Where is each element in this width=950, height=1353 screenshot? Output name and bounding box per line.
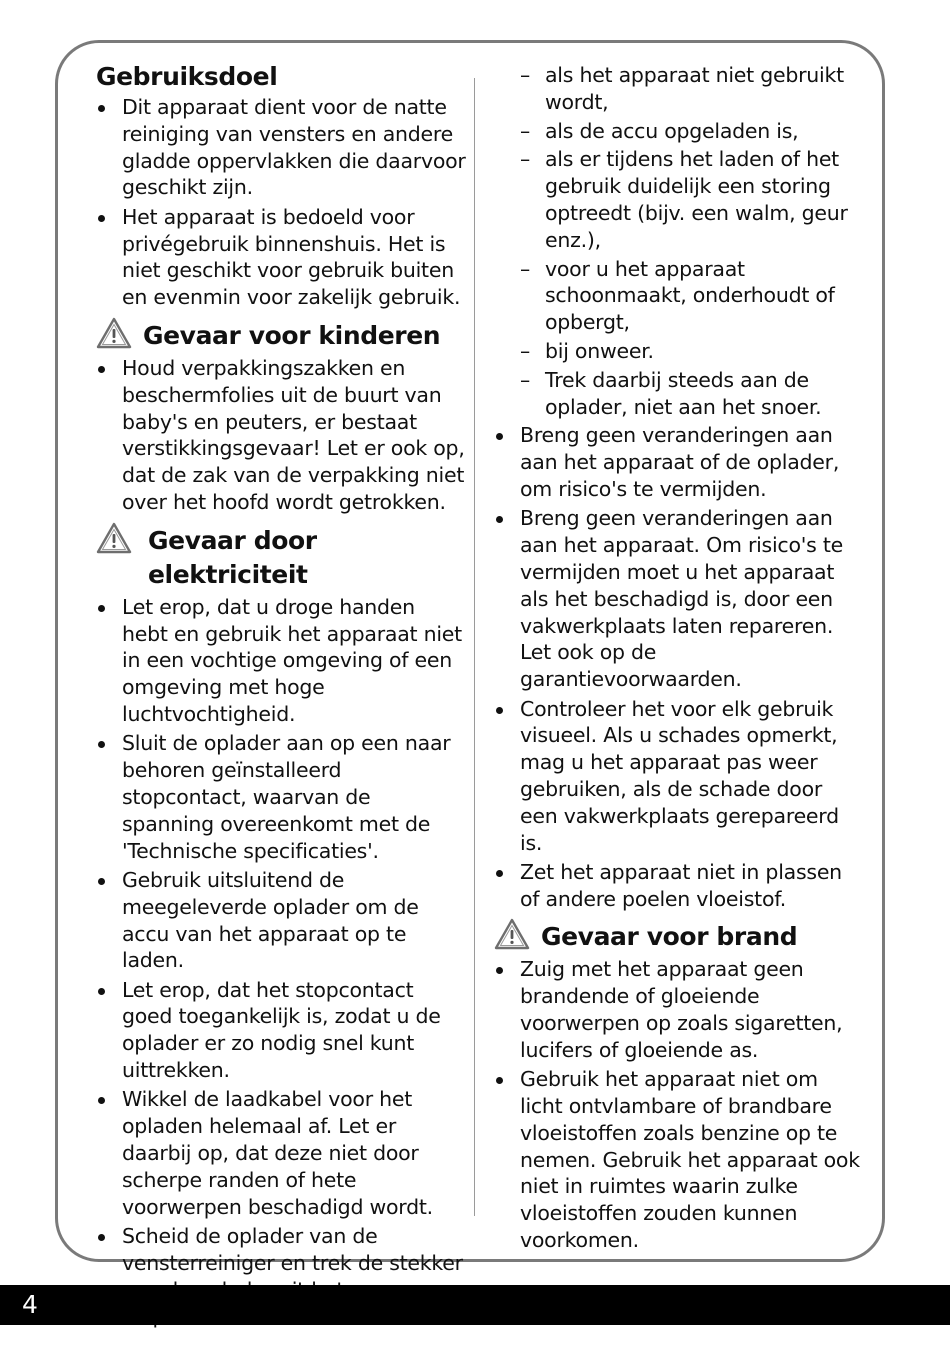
dash-list xyxy=(494,62,860,420)
list-item: Wikkel de laadkabel voor het opladen helemaal af. Let er daarbij op, dat deze niet door scherpe randen of hete voorwerpen beschadigd wordt. xyxy=(96,1086,466,1220)
brand-list xyxy=(494,956,860,1253)
elektriciteit-list xyxy=(96,594,466,1330)
kinderen-list xyxy=(96,355,466,516)
list-item: Controleer het voor elk gebruik visueel. Als u schades opmerkt, mag u het apparaat pas weer gebruiken, als de schade door een vakwerkplaats gerepareerd is. xyxy=(494,696,860,857)
list-item: Scheid de oplader van de vensterreiniger en trek de stekker xyxy=(96,1223,466,1330)
section-title-kinderen: Gevaar voor kinderen xyxy=(143,320,441,350)
left-column xyxy=(96,60,466,1333)
list-item: Sluit de oplader aan op een naar behoren geïnstalleerd stopcontact, waarvan de spanning overeenkomt met de 'Technische specificaties'. xyxy=(96,730,466,864)
warning-triangle-icon xyxy=(96,317,132,349)
column-divider xyxy=(474,78,475,1216)
gebruiksdoel-list xyxy=(96,94,466,311)
list-item: Zet het apparaat niet in plassen of andere poelen vloeistof. xyxy=(494,859,860,913)
list-item: Breng geen veranderingen aan aan het apparaat. Om risico's te vermijden moet u het apparaat als het beschadigd is, door een vakwerkplaats laten repareren. Let ook op de garantievoorwaarden. xyxy=(494,505,860,693)
list-item: Het apparaat is bedoeld voor privégebruik binnenshuis. Het is niet geschikt voor gebruik buiten en evenmin voor zakelijk gebruik. xyxy=(96,204,466,311)
dash-item: – als de accu opgeladen is, xyxy=(520,118,799,143)
section-title-gebruiksdoel: Gebruiksdoel xyxy=(96,62,278,91)
list-item: Let erop, dat het stopcontact goed toegankelijk is, zodat u de oplader er zo nodig snel kunt uittrekken. xyxy=(96,977,466,1084)
section-header-kinderen xyxy=(96,319,466,353)
dash-item: – als het apparaat niet gebruikt wordt, xyxy=(520,63,844,114)
warning-triangle-icon xyxy=(494,918,530,950)
list-item: Zuig met het apparaat geen brandende of gloeiende voorwerpen op zoals sigaretten, lucifers of gloeiende as. xyxy=(494,956,860,1063)
section-title-brand: Gevaar voor brand xyxy=(541,922,798,952)
section-title-elektriciteit: Gevaar door elektriciteit xyxy=(148,525,317,589)
section-header-elektriciteit xyxy=(96,524,466,592)
section-header-brand xyxy=(494,920,860,954)
list-item: Let erop, dat u droge handen hebt en gebruik het apparaat niet in een vochtige omgeving of een omgeving met hoge luchtvochtigheid. xyxy=(96,594,466,728)
dash-item: – bij onweer. xyxy=(520,338,654,363)
right-bullet-list xyxy=(494,422,860,912)
dash-item: – als er tijdens het laden of het gebruik duidelijk een storing optreedt (bijv. een walm, geur enz.), xyxy=(520,147,848,252)
list-item: Houd verpakkingszakken en beschermfolies uit de buurt van baby's en peuters, er bestaat verstikkingsgevaar! Let er ook op, dat de zak van de verpakking niet over het hoofd wordt getrokken. xyxy=(96,355,466,516)
right-column xyxy=(494,62,860,1256)
dash-item: – Trek daarbij steeds aan de oplader, niet aan het snoer. xyxy=(520,367,822,419)
dash-item: – voor u het apparaat schoonmaakt, onderhoudt of opbergt, xyxy=(520,256,835,335)
list-item: Gebruik het apparaat niet om licht ontvlambare of brandbare vloeistoffen zoals benzine op te nemen. Gebruik het apparaat ook niet in ruimtes waarin zulke vloeistoffen zouden kunnen voorkomen. xyxy=(494,1066,860,1254)
list-item: Dit apparaat dient voor de natte reiniging van vensters en andere gladde oppervlakken die daarvoor geschikt zijn. xyxy=(96,94,466,201)
page-number: 4 xyxy=(22,1290,38,1319)
footer-bar xyxy=(0,1285,950,1325)
list-item: Breng geen veranderingen aan aan het apparaat of de oplader, om risico's te vermijden. xyxy=(494,422,860,502)
list-item: Gebruik uitsluitend de meegeleverde oplader om de accu van het apparaat op te laden. xyxy=(96,867,466,974)
warning-triangle-icon xyxy=(96,522,132,554)
